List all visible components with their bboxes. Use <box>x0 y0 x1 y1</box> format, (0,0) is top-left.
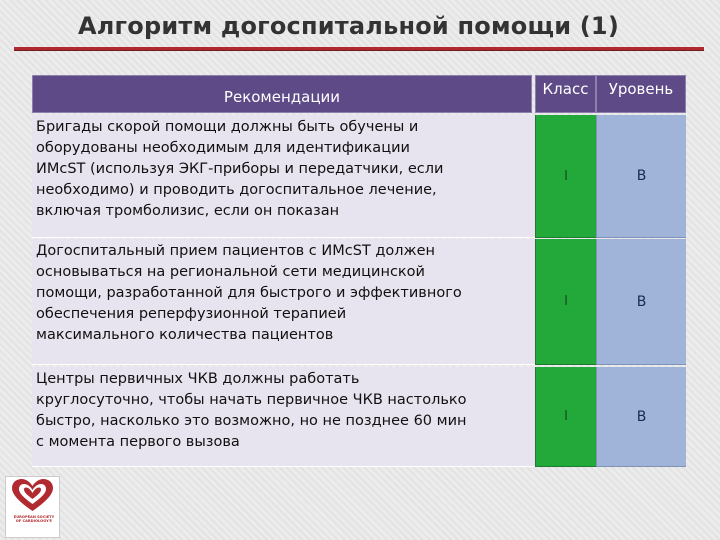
header-level: Уровень <box>596 75 686 113</box>
logo-text: EUROPEAN SOCIETY OF CARDIOLOGY® <box>13 515 55 524</box>
table-row-recommendation: Центры первичных ЧКВ должны работать круглосуточно, чтобы начать первичное ЧКВ настолько быстро, насколько это возможно, но не позднее 60 мин с момента первого вызова <box>32 367 535 467</box>
header-class: Класс <box>535 75 596 113</box>
table-row-class: I <box>535 367 596 467</box>
page-title: Алгоритм догоспитальной помощи (1) <box>78 12 619 40</box>
table-row-class: I <box>535 115 596 238</box>
header-recommendations: Рекомендации <box>32 75 532 113</box>
table-row-level: B <box>596 239 686 365</box>
esc-logo <box>5 476 60 538</box>
heart-logo-icon <box>6 477 59 515</box>
table-row-recommendation: Догоспитальный прием пациентов с ИМсST должен основываться на региональной сети медицинской помощи, разработанной для быстрого и эффективного обеспечения реперфузионной терапией максимального количества пациентов <box>32 239 535 365</box>
table-row-level: B <box>596 115 686 238</box>
recommendations-table <box>32 75 686 467</box>
table-row-class: I <box>535 239 596 365</box>
title-underline-shadow <box>14 50 704 51</box>
table-row-level: B <box>596 367 686 467</box>
table-row-recommendation: Бригады скорой помощи должны быть обучены и оборудованы необходимым для идентификации ИМсST (используя ЭКГ-приборы и передатчики, если необходимо) и проводить догоспитальное лечение, включая тромболизис, если он показан <box>32 115 535 238</box>
